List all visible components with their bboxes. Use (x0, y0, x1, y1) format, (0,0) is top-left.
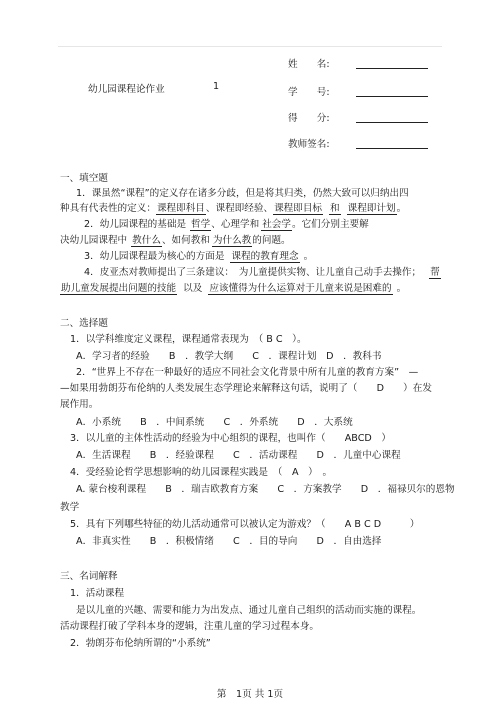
teacher-signature-label: 教师签名: (288, 139, 330, 150)
name-label: 姓 名: (288, 59, 330, 70)
top-rule (58, 46, 442, 47)
term-1-answer-line1: 是以儿童的兴趣、需要和能力为出发点、通过儿童自己组织的活动而实施的课程。 (76, 605, 422, 616)
q2-text: 2．幼儿园课程的基础是 (84, 219, 187, 230)
q2-text: 、心理学和 (211, 219, 260, 230)
q1-answer-3: 课程即计划 (347, 203, 396, 214)
mc-q4-options-line1: A. 蒙台梭利课程 B ．瑞吉欧教育方案 C ．方案教学 D ．福禄贝尔的恩物 (76, 484, 455, 495)
mc-q2-line2: —如果用勃朗芬布伦纳的人类发展生态学理论来解释这句话，说明了（ D ）在发 (60, 383, 432, 394)
q2-answer-4: 为什么教 (212, 235, 252, 246)
term-2: 2．勃朗芬布伦纳所谓的“小系统” (70, 638, 211, 649)
mc-q2-line1: 2．“世界上不存在一种最好的适应不同社会文化背景中所有儿童的教育方案” — (76, 367, 419, 378)
q4-end: 。 (396, 283, 407, 294)
q3-text: 3．幼儿园课程最为核心的方面是 (84, 251, 225, 262)
mc-q2-options: A．小系统 B ．中间系统 C ．外系统 D ．大系统 (76, 417, 353, 428)
q1-text: 、课程即经验、 (205, 203, 274, 214)
q4-answer-1: 帮 (430, 267, 440, 278)
section-heading-fill-blank: 一、填空题 (60, 173, 108, 184)
mc-q5: 5．具有下列哪些特征的幼儿活动通常可以被认定为游戏？（ A B C D ） (70, 519, 420, 530)
name-blank[interactable] (356, 68, 428, 69)
student-id-blank[interactable] (356, 96, 428, 97)
q2-text: 。它们分别主要解 (291, 219, 369, 230)
assignment-number: 1 (213, 81, 220, 92)
q3-end: 。 (303, 251, 314, 262)
mc-q4: 4．受经验论哲学思想影响的幼儿园课程实践是 （ A ） 。 (70, 467, 333, 478)
teacher-signature-blank[interactable] (356, 148, 428, 149)
page-footer: 第 1页 共 1页 (216, 689, 284, 700)
assignment-title: 幼儿园课程论作业 (88, 84, 165, 95)
q2-text: 决幼儿园课程中 (60, 235, 128, 246)
q1-line2 (60, 202, 406, 215)
q4-line2 (60, 282, 406, 295)
q1-and: 和 (330, 203, 340, 214)
q2-line1 (84, 218, 369, 231)
q2-text: 的问题。 (252, 235, 291, 246)
q4-text: 4．皮亚杰对教师提出了三条建议： 为儿童提供实物、让儿童自己动手去操作； (84, 267, 422, 278)
mc-q3: 3．以儿童的主体性活动的经验为中心组织的课程，也叫作（ ABCD ） (70, 433, 391, 444)
q2-line2 (60, 234, 291, 247)
q2-text: 、如何教和 (161, 235, 210, 246)
q4-text: 以及 (183, 283, 203, 294)
q4-line1 (84, 266, 441, 279)
mc-q1-options: A．学习者的经验 B ．教学大纲 C ．课程计划 D ．教科书 (76, 351, 382, 362)
section-heading-multiple-choice: 二、选择题 (60, 318, 108, 329)
term-1-answer-line2: 活动课程打破了学科本身的逻辑，注重儿童的学习过程本身。 (60, 621, 320, 632)
q1-line1: 1．课虽然“课程”的定义存在诸多分歧，但是将其归类，仍然大致可以归纳出四 (76, 188, 409, 199)
mc-q5-options: A．非真实性 B ．积极情绪 C ．目的导向 D ．自由选择 (76, 536, 382, 547)
mc-q3-options: A．生活课程 B ．经验课程 C ．活动课程 D ．儿童中心课程 (76, 450, 401, 461)
section-heading-terms: 三、名词解释 (60, 571, 118, 582)
student-id-label: 学 号: (288, 87, 330, 98)
score-blank[interactable] (356, 122, 428, 123)
q4-answer-2: 助儿童发展提出问题的技能 (61, 283, 177, 294)
q1-answer-2: 课程即目标 (274, 203, 323, 214)
q1-answer-1: 课程即科目 (156, 203, 205, 214)
q2-answer-1: 哲学 (191, 219, 211, 230)
mc-q4-options-line2: 教学 (60, 502, 80, 513)
mc-q2-line3: 展作用。 (60, 399, 99, 410)
q4-answer-3: 应该懂得为什么运算对于儿童来说是困难的 (209, 283, 392, 294)
q2-answer-2: 社会学 (262, 219, 291, 230)
q3-line (84, 250, 313, 263)
term-1: 1．活动课程 (70, 588, 125, 599)
q1-text: 种具有代表性的定义： (60, 203, 156, 214)
q1-end: 。 (396, 203, 407, 214)
score-label: 得 分: (288, 113, 330, 124)
q3-answer: 课程的教育理念 (231, 251, 299, 262)
mc-q1: 1．以学科维度定义课程，课程通常表现为 （ B C ）。 (70, 334, 307, 345)
q2-answer-3: 教什么 (132, 235, 161, 246)
